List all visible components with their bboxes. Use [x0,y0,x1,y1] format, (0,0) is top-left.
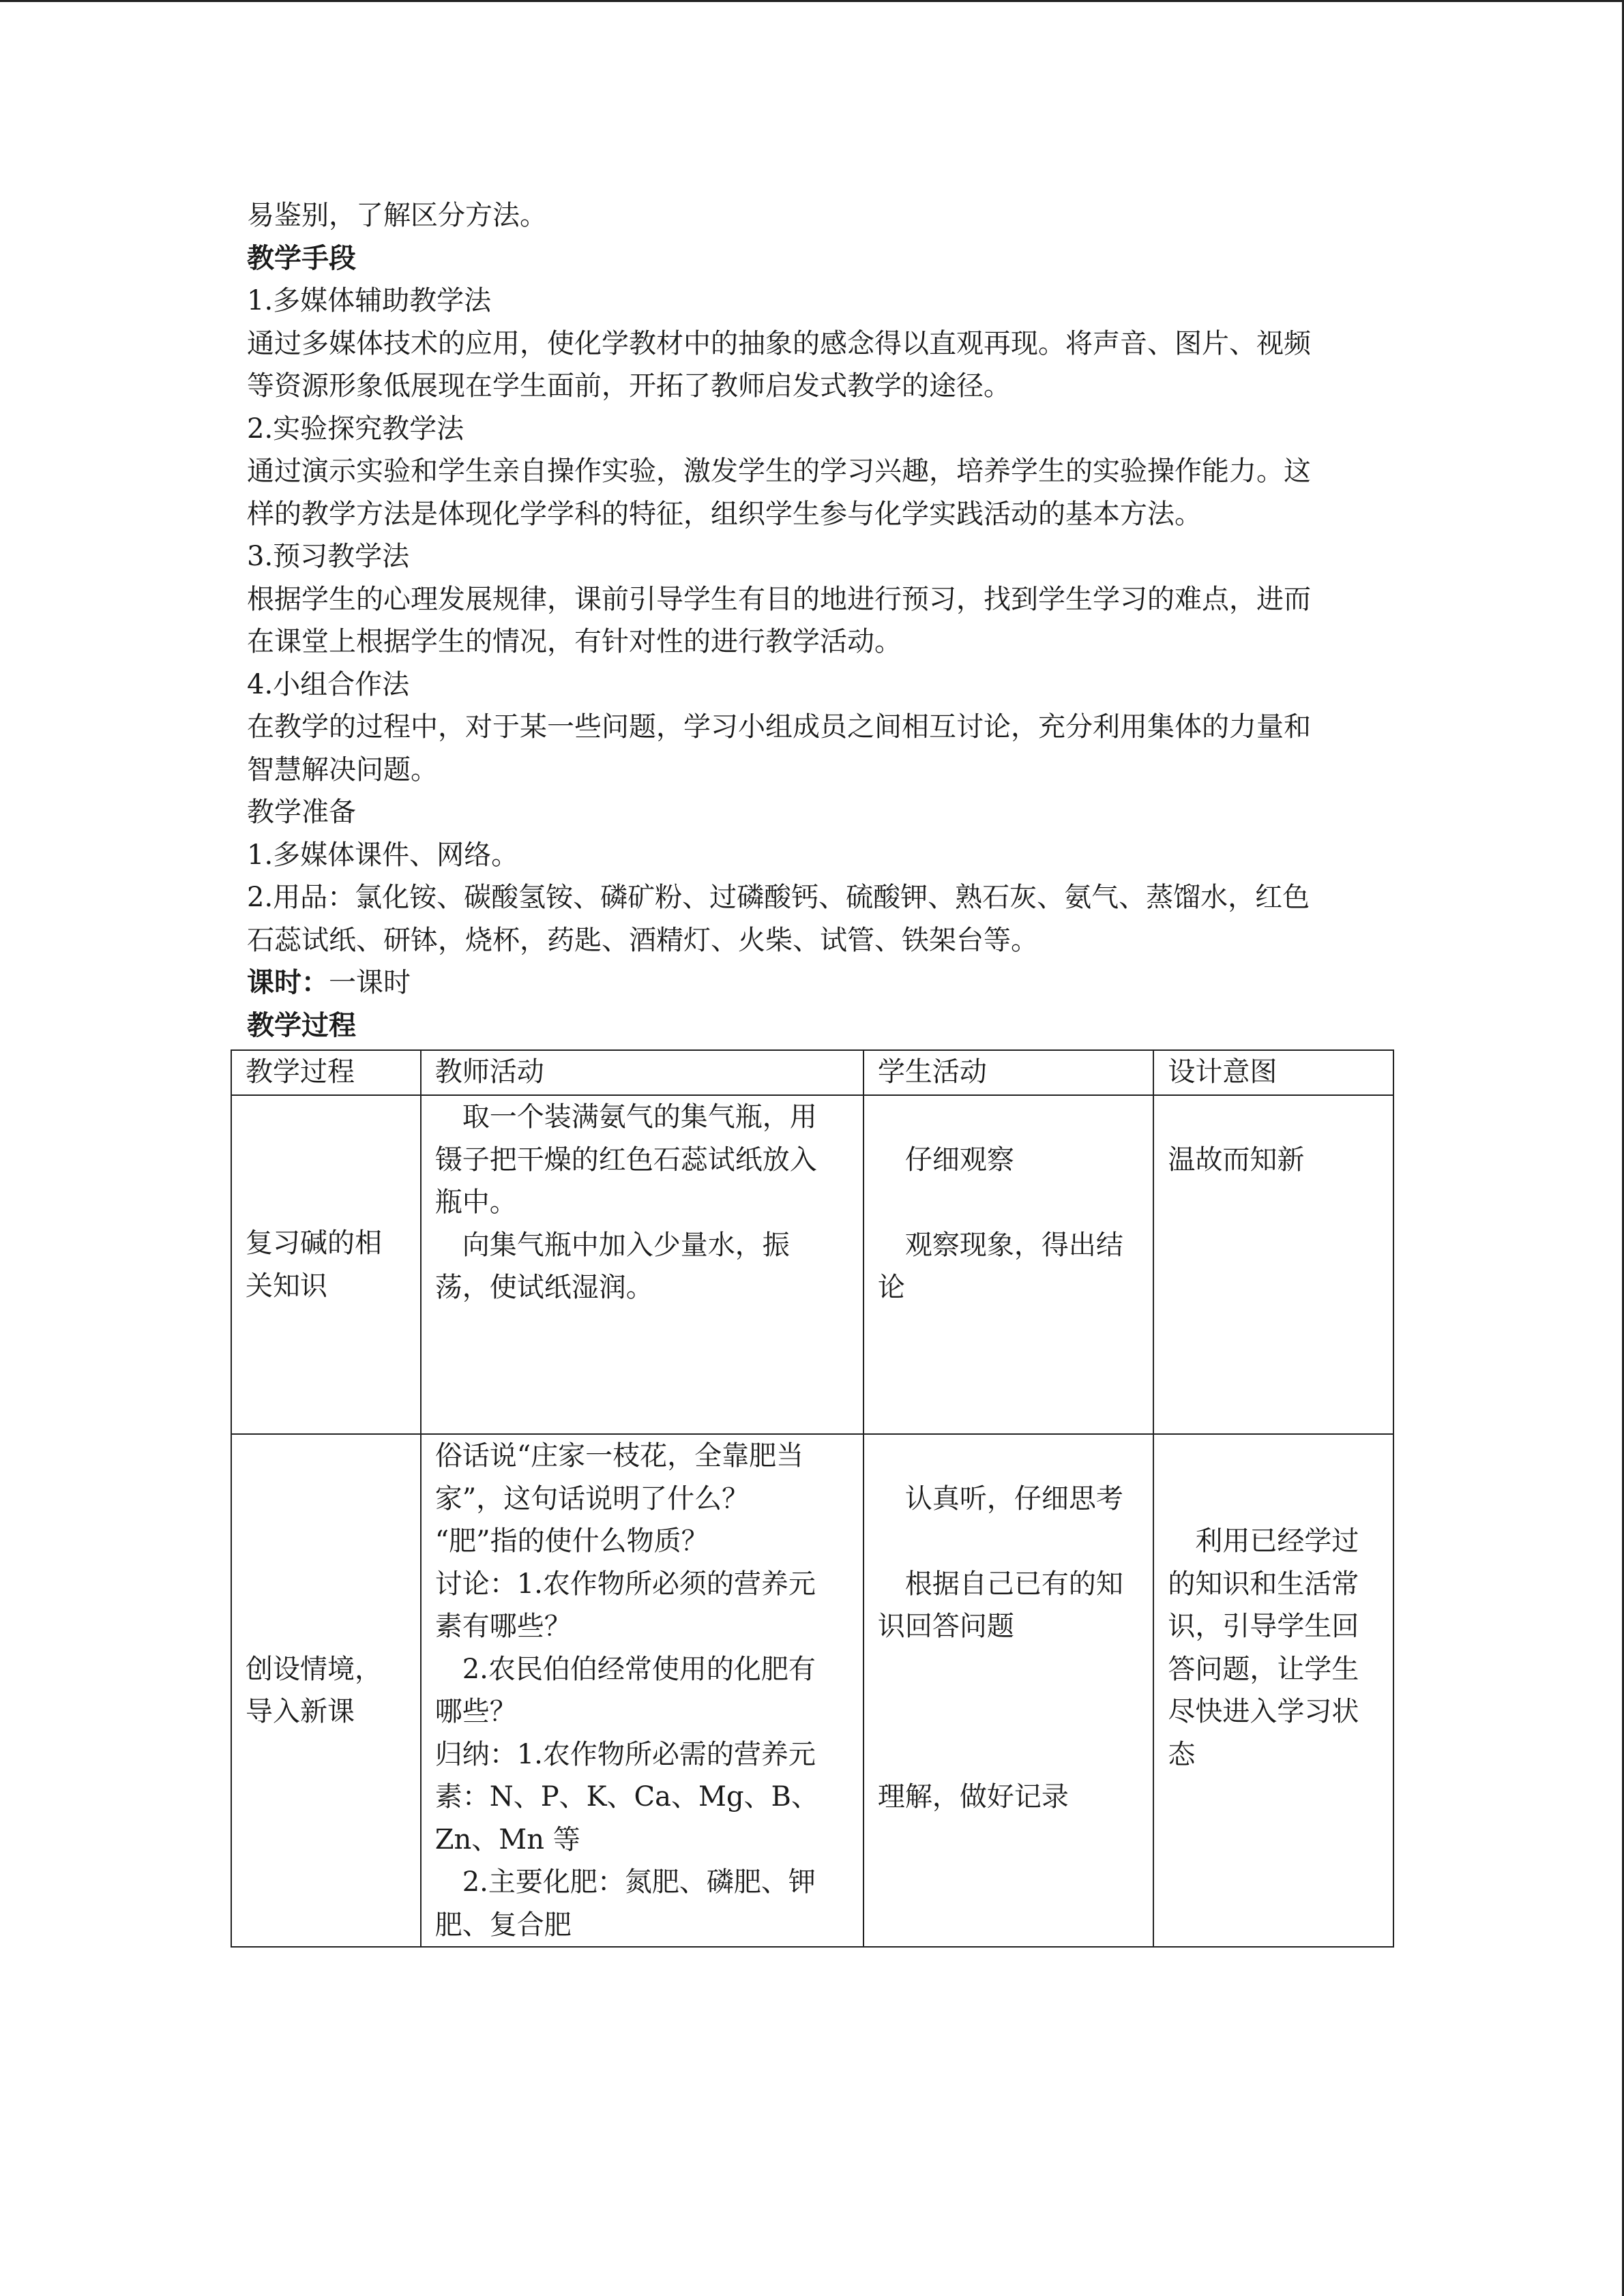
intent-line: 答问题，让学生 [1168,1653,1359,1685]
header-student-activity: 学生活动 [863,1050,1153,1095]
section-heading-process: 教学过程 [247,1009,356,1041]
method-2-text-1: 通过演示实验和学生亲自操作实验，激发学生的学习兴趣，培养学生的实验操作能力。这 [247,456,1311,487]
design-intent-cell [1153,1095,1393,1434]
student-line: 认真听，仔细思考 [877,1482,1123,1515]
class-hours-value: 一课时 [329,967,411,998]
method-1-text-1: 通过多媒体技术的应用，使化学教材中的抽象的感念得以直观再现。将声音、图片、视频 [247,327,1311,359]
header-teacher-activity: 教师活动 [421,1050,863,1095]
teacher-line: 2.主要化肥：氮肥、磷肥、钾 [434,1866,816,1898]
spacer [878,1690,1139,1733]
method-2-title: 2.实验探究教学法 [247,413,464,445]
table-header-row [231,1050,1393,1095]
teacher-activity-cell [421,1434,863,1947]
header-stage: 教学过程 [231,1050,421,1095]
teacher-line: 素有哪些？ [434,1611,572,1642]
teacher-line: 肥、复合肥 [434,1909,572,1941]
preparation-item-2-line-2: 石蕊试纸、研钵，烧杯，药匙、酒精灯、火柴、试管、铁架台等。 [247,924,1038,956]
teacher-line: 家”，这句话说明了什么？ [434,1482,750,1515]
teacher-activity-cell [421,1095,863,1434]
method-3-title: 3.预习教学法 [247,541,410,572]
spacer [1168,1096,1379,1139]
teacher-line: 素：N、P、K、Ca、Mg、B、 [434,1781,818,1813]
intent-line: 尽快进入学习状 [1168,1696,1359,1727]
method-3-text-2: 在课堂上根据学生的情况，有针对性的进行教学活动。 [247,626,902,657]
intent-line: 态 [1168,1738,1196,1770]
method-2-text-2: 样的教学方法是体现化学学科的特征，组织学生参与化学实践活动的基本方法。 [247,498,1202,530]
spacer [878,1648,1139,1691]
method-1-text-2: 等资源形象低展现在学生面前，开拓了教师启发式教学的途径。 [247,370,1011,402]
section-heading-preparation: 教学准备 [247,796,356,828]
teacher-line: 镊子把干燥的红色石蕊试纸放入 [434,1144,817,1176]
class-hours [247,961,1379,1004]
stage-line: 复习碱的相 [246,1227,382,1259]
teacher-line: 归纳：1.农作物所必需的营养元 [434,1738,816,1770]
method-3-text-1: 根据学生的心理发展规律，课前引导学生有目的地进行预习，找到学生学习的难点，进而 [247,583,1311,615]
spacer [1168,1435,1379,1478]
teacher-line: 瓶中。 [434,1187,517,1218]
spacer [878,1181,1139,1224]
teacher-line: 哪些？ [434,1696,517,1727]
teacher-line: 向集气瓶中加入少量水，振 [434,1229,790,1261]
method-1-title: 1.多媒体辅助教学法 [247,285,492,316]
teacher-line: 2.农民伯伯经常使用的化肥有 [434,1653,816,1685]
document-body [247,194,1379,1047]
teacher-line: 取一个装满氨气的集气瓶，用 [434,1101,817,1133]
method-4-text-1: 在教学的过程中，对于某一些问题，学习小组成员之间相互讨论，充分利用集体的力量和 [247,711,1311,743]
method-4-title: 4.小组合作法 [247,668,410,700]
stage-line: 导入新课 [246,1696,355,1727]
teacher-line: Zn、Mn 等 [434,1823,580,1855]
stage-line: 创设情境， [246,1653,382,1685]
stage-cell [231,1434,421,1947]
stage-line: 关知识 [246,1270,327,1302]
design-intent-cell [1153,1434,1393,1947]
student-line: 识回答问题 [877,1611,1014,1642]
intent-line: 温故而知新 [1168,1144,1305,1176]
student-line: 观察现象，得出结 [877,1229,1123,1261]
section-heading-means: 教学手段 [247,241,356,274]
spacer [878,1733,1139,1776]
teacher-line: “肥”指的使什么物质？ [434,1525,709,1557]
teacher-line: 荡，使试纸湿润。 [434,1272,653,1303]
table-row [231,1095,1393,1434]
student-activity-cell [863,1095,1153,1434]
intent-line: 识，引导学生回 [1168,1611,1359,1642]
preparation-item-1: 1.多媒体课件、网络。 [247,839,519,871]
student-line: 仔细观察 [877,1144,1014,1176]
header-design-intent: 设计意图 [1153,1050,1393,1095]
teacher-line: 讨论：1.农作物所必须的营养元 [434,1568,816,1600]
student-activity-cell [863,1434,1153,1947]
spacer [878,1435,1139,1478]
teacher-line: 俗话说“庄家一枝花，全靠肥当 [434,1440,804,1472]
continued-line: 易鉴别，了解区分方法。 [247,200,547,231]
method-4-text-2: 智慧解决问题。 [247,754,438,786]
spacer [878,1096,1139,1139]
preparation-item-2-line-1: 2.用品：氯化铵、碳酸氢铵、磷矿粉、过磷酸钙、硫酸钾、熟石灰、氨气、蒸馏水，红色 [247,882,1310,913]
spacer [1168,1478,1379,1521]
intent-line: 利用已经学过 [1168,1525,1359,1557]
class-hours-label: 课时： [247,966,329,998]
student-line: 理解，做好记录 [877,1781,1069,1813]
student-line: 论 [877,1272,905,1303]
intent-line: 的知识和生活常 [1168,1568,1359,1600]
spacer [878,1520,1139,1563]
table-row [231,1434,1393,1947]
teaching-process-table [231,1049,1394,1948]
student-line: 根据自己已有的知 [877,1568,1123,1600]
stage-cell [231,1095,421,1434]
